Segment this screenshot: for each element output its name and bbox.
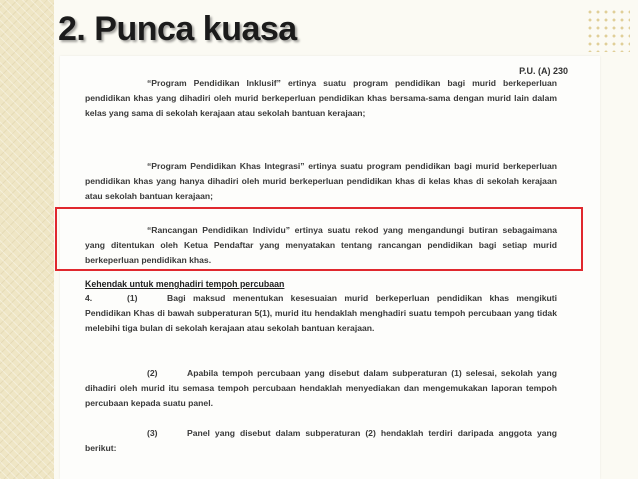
- section-number: 4.: [85, 293, 93, 303]
- subsection-number: (2): [147, 368, 158, 378]
- section-heading: Kehendak untuk menghadiri tempoh percubaan: [85, 279, 285, 289]
- subsection-text: Panel yang disebut dalam subperaturan (2) hendaklah terdiri daripada anggota yang berikut:: [85, 428, 557, 453]
- decorative-left-band: [0, 0, 54, 479]
- subsection-number: (1): [127, 293, 138, 303]
- subsection-number: (3): [147, 428, 158, 438]
- subsection-text: Bagi maksud menentukan kesesuaian murid berkeperluan pendidikan khas mengikuti Pendidikan Khas di bawah subperaturan 5(1), murid itu hendaklah menghadiri suatu tempoh percubaan yang tidak melebihi tiga bulan di sekolah kerajaan atau sekolah bantuan kerajaan.: [85, 293, 557, 333]
- subsection-text: Apabila tempoh percubaan yang disebut dalam subperaturan (1) selesai, sekolah yang dihadiri oleh murid itu semasa tempoh percubaan hendaklah menyediakan dan mengemukakan laporan tempoh percubaan kepada suatu panel.: [85, 368, 557, 408]
- paragraph-program-pendidikan-khas-integrasi: “Program Pendidikan Khas Integrasi” ertinya suatu program pendidikan bagi murid berkeperluan pendidikan khas yang hanya dihadiri oleh murid berkeperluan pendidikan khas di kelas khas di sekolah kerajaan atau sekolah bantuan kerajaan;: [85, 161, 557, 201]
- slide-title: 2. Punca kuasa: [58, 10, 297, 48]
- paragraph-program-pendidikan-inklusif: “Program Pendidikan Inklusif” ertinya suatu program pendidikan bagi murid berkeperluan pendidikan khas yang dihadiri oleh murid berkeperluan pendidikan khas bersama-sama dengan murid lain dalam kelas yang sama di sekolah kerajaan atau sekolah bantuan kerajaan;: [85, 78, 557, 118]
- document-reference: P.U. (A) 230: [519, 66, 568, 76]
- highlight-box: [55, 207, 583, 271]
- paragraph-rancangan-pendidikan-individu: “Rancangan Pendidikan Individu” ertinya suatu rekod yang mengandungi butiran sebagaimana yang ditentukan oleh Ketua Pendaftar yang menyatakan tentang rancangan pendidikan bagi setiap murid berkeperluan pendidikan khas.: [85, 225, 557, 265]
- decorative-dot-pattern: [586, 8, 630, 52]
- subsection-1: [85, 291, 557, 336]
- subsection-3: [85, 426, 557, 456]
- subsection-2: [85, 366, 557, 411]
